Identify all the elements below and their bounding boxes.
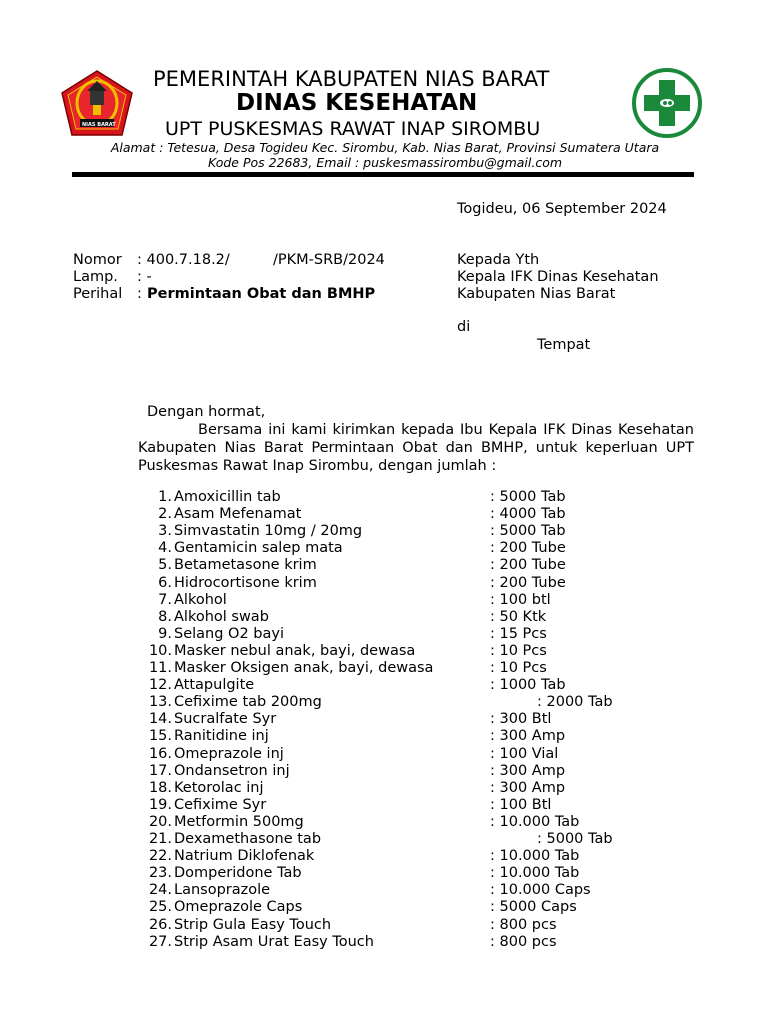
list-item-name: Betametasone krim <box>174 557 317 574</box>
list-item-quantity: : 15 Pcs <box>490 625 547 642</box>
letterhead-address: Alamat : Tetesua, Desa Togideu Kec. Sirombu, Kab. Nias Barat, Provinsi Sumatera Utara <box>110 140 660 155</box>
nomor-label: Nomor <box>73 252 122 268</box>
list-item-quantity: : 5000 Tab <box>490 523 566 540</box>
list-item-name: Omeprazole inj <box>174 745 284 762</box>
list-item-name: Lansoprazole <box>174 882 271 899</box>
nomor-value: : 400.7.18.2/ <box>137 252 230 268</box>
list-item-quantity: : 10.000 Tab <box>490 813 580 830</box>
list-item-number: 13. <box>148 694 172 711</box>
list-item-quantity: : 10 Pcs <box>490 642 547 659</box>
perihal-value: Permintaan Obat dan BMHP <box>147 286 376 302</box>
lamp-label: Lamp. <box>73 269 118 285</box>
list-item-name: Cefixime tab 200mg <box>174 694 322 711</box>
list-item-quantity: : 10 Pcs <box>490 660 547 676</box>
list-item-number: 9. <box>158 625 172 642</box>
list-item-quantity: : 300 Amp <box>490 779 566 796</box>
list-item-name: Ondansetron inj <box>174 762 290 779</box>
list-item-name: Cefixime Syr <box>174 796 267 813</box>
list-item-quantity: : 200 Tube <box>490 540 566 557</box>
list-item-name: Strip Asam Urat Easy Touch <box>174 933 374 950</box>
list-item-quantity: : 1000 Tab <box>490 677 566 694</box>
list-item-name: Omeprazole Caps <box>174 899 303 916</box>
list-item-number: 8. <box>158 608 172 625</box>
list-item-quantity: : 800 pcs <box>490 916 557 933</box>
list-item-quantity: : 300 Btl <box>490 711 552 728</box>
list-item-number: 20. <box>148 813 172 830</box>
list-item-name: Masker nebul anak, bayi, dewasa <box>174 642 416 659</box>
list-item-quantity: : 2000 Tab <box>537 694 613 711</box>
recipient-line1: Kepada Yth <box>457 252 540 268</box>
list-item-quantity: : 50 Ktk <box>490 608 547 625</box>
list-item-quantity: : 10.000 Tab <box>490 865 580 882</box>
list-item-number: 6. <box>158 574 172 591</box>
list-item-quantity: : 5000 Caps <box>490 899 577 916</box>
perihal-colon: : <box>137 286 142 302</box>
letterhead-contact: Kode Pos 22683, Email : puskesmassirombu@gmail.com <box>207 155 563 170</box>
greeting: Dengan hormat, <box>147 404 266 420</box>
list-item-name: Masker Oksigen anak, bayi, dewasa <box>174 660 434 676</box>
list-item-name: Strip Gula Easy Touch <box>174 916 332 933</box>
list-item-number: 7. <box>158 591 172 608</box>
list-item-name: Amoxicillin tab <box>174 489 281 505</box>
list-item-number: 16. <box>148 745 172 762</box>
list-item-quantity: : 100 Btl <box>490 796 552 813</box>
recipient-tempat: Tempat <box>537 337 591 353</box>
list-item-name: Domperidone Tab <box>174 865 302 882</box>
logo-caption: NIAS BARAT <box>82 122 116 128</box>
perihal-label: Perihal <box>73 286 123 302</box>
letterhead-government: PEMERINTAH KABUPATEN NIAS BARAT <box>153 67 550 91</box>
lamp-value: : - <box>137 269 152 285</box>
list-item-name: Sucralfate Syr <box>174 711 277 728</box>
list-item-name: Alkohol <box>174 591 227 608</box>
list-item-name: Natrium Diklofenak <box>174 848 315 865</box>
list-item-quantity: : 5000 Tab <box>490 489 566 505</box>
list-item-number: 5. <box>158 557 172 574</box>
recipient-line2: Kepala IFK Dinas Kesehatan <box>457 269 659 285</box>
list-item-name: Alkohol swab <box>174 608 269 625</box>
letter-date: Togideu, 06 September 2024 <box>457 201 667 217</box>
list-item-name: Gentamicin salep mata <box>174 540 343 557</box>
list-item-name: Simvastatin 10mg / 20mg <box>174 523 363 540</box>
list-item-number: 4. <box>158 540 172 557</box>
list-item-quantity: : 100 btl <box>490 591 551 608</box>
list-item-number: 25. <box>148 899 172 916</box>
list-item-name: Selang O2 bayi <box>174 625 284 642</box>
list-item-number: 3. <box>158 523 172 540</box>
list-item-quantity: : 200 Tube <box>490 557 566 574</box>
list-item-number: 17. <box>148 762 172 779</box>
list-item-number: 26. <box>148 916 172 933</box>
letterhead-agency: DINAS KESEHATAN <box>236 90 478 116</box>
list-item-number: 2. <box>158 506 172 523</box>
list-item-number: 1. <box>158 489 172 505</box>
letterhead-unit: UPT PUSKESMAS RAWAT INAP SIROMBU <box>165 118 541 140</box>
header-divider <box>72 172 694 177</box>
list-item-name: Dexamethasone tab <box>174 831 322 847</box>
body-paragraph: Bersama ini kami kirimkan kepada Ibu Kepala IFK Dinas Kesehatan Kabupaten Nias Barat Permintaan Obat dan BMHP, untuk keperluan UPT Puskesmas Rawat Inap Sirombu, dengan jumlah : <box>138 422 694 474</box>
list-item-quantity: : 300 Amp <box>490 762 566 779</box>
list-item-name: Hidrocortisone krim <box>174 574 317 591</box>
list-item-number: 18. <box>148 779 172 796</box>
list-item-number: 22. <box>148 848 172 865</box>
list-item-number: 23. <box>148 865 172 882</box>
list-item-quantity: : 100 Vial <box>490 745 559 762</box>
list-item-number: 14. <box>148 711 172 728</box>
list-item-quantity: : 10.000 Caps <box>490 882 591 899</box>
list-item-quantity: : 4000 Tab <box>490 506 566 523</box>
list-item-name: Metformin 500mg <box>174 813 304 830</box>
list-item-number: 21. <box>148 831 172 847</box>
health-cross-logo <box>629 67 705 139</box>
list-item-number: 10. <box>148 642 172 659</box>
list-item-number: 15. <box>148 728 172 745</box>
list-item-quantity: : 5000 Tab <box>537 831 613 847</box>
recipient-line3: Kabupaten Nias Barat <box>457 286 616 302</box>
list-item-number: 19. <box>148 796 172 813</box>
list-item-name: Ketorolac inj <box>174 779 264 796</box>
list-item-number: 11. <box>148 660 172 676</box>
list-item-name: Attapulgite <box>174 677 255 694</box>
list-item-number: 27. <box>148 933 172 950</box>
list-item-quantity: : 10.000 Tab <box>490 848 580 865</box>
list-item-number: 12. <box>148 677 172 694</box>
list-item-name: Ranitidine inj <box>174 728 269 745</box>
list-item-quantity: : 300 Amp <box>490 728 566 745</box>
recipient-di: di <box>457 319 471 335</box>
list-item-quantity: : 200 Tube <box>490 574 566 591</box>
list-item-quantity: : 800 pcs <box>490 933 557 950</box>
nomor-suffix: /PKM-SRB/2024 <box>273 252 385 268</box>
list-item-name: Asam Mefenamat <box>174 506 302 523</box>
list-item-number: 24. <box>148 882 172 899</box>
